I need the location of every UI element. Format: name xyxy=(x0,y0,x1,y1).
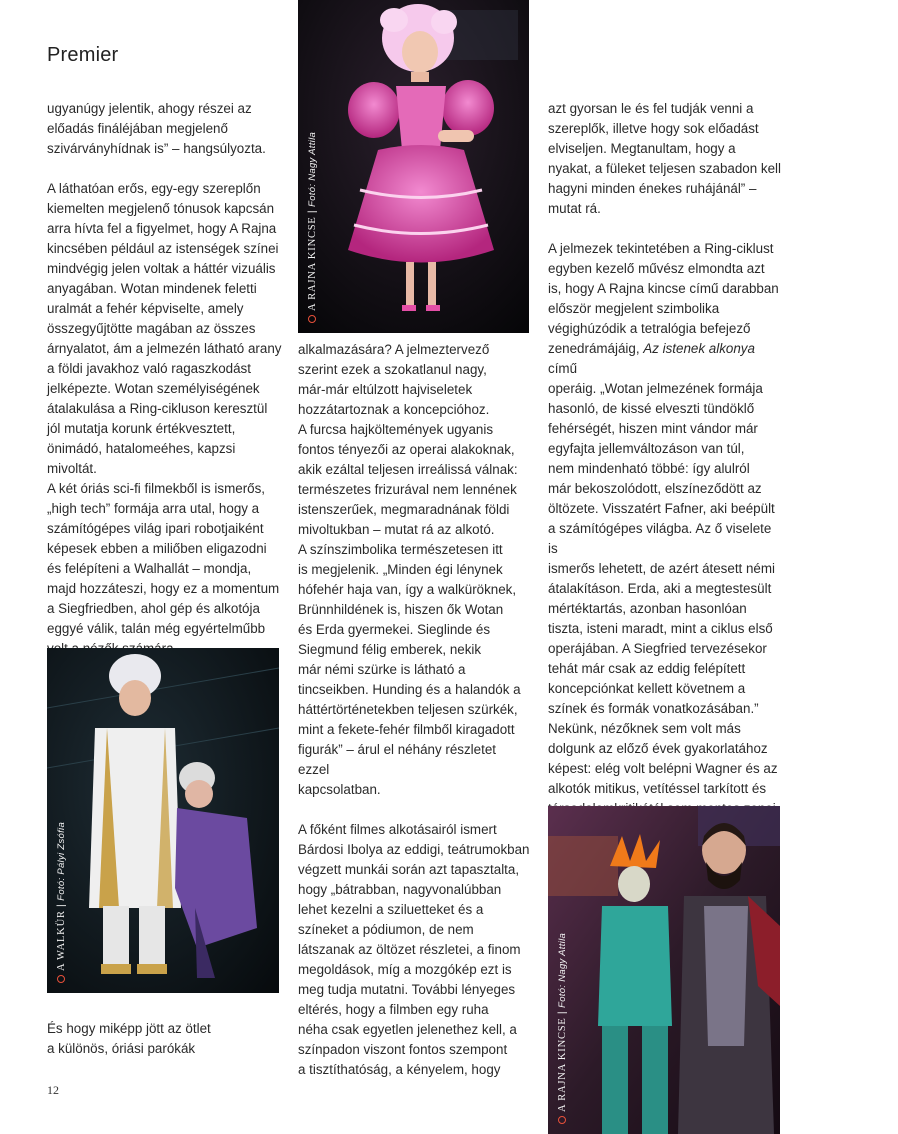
paragraph: ugyanúgy jelentik, ahogy részei az előadás fináléjában megjelenő szivárványhídnak is” – hangsúlyozta. xyxy=(47,101,266,156)
caption-credit: Fotó: Nagy Attila xyxy=(557,932,568,1008)
text-run: című operáig. „Wotan jelmezének formája hasonló, de kissé elveszti tündöklő fehérségét, hiszen mint vándor már egyfajta jellemváltozáson van túl, nem mindenható többé: így alulról már bekoszolódott, elszíneződött az öltözete. Visszatért Fafner, aki beépült a számítógépes világba. Az ő viselete is ismerős lehetett, de azért átesett némi átalakításon. Erda, aki a megtestesült mértéktartás, azonban hasonlóan tiszta, isteni maradt, mint a ciklus első operájában. A Siegfried tervezésekor tehát már csak az eddig felépített koncepciónkat kellett követnem a színek és formák vonatkozásában.” Nekünk, nézőknek sem volt más dolgunk az előző évek gyakorlatához képest: elég volt belépni Wagner és az alkotók mitikus, vetítéssel tarkított és xyxy=(548,361,778,796)
photo-caption: A RAJNA KINCSE | Fotó: Nagy Attila xyxy=(306,132,318,323)
photo-rajna-kincse-bottom xyxy=(548,806,780,1134)
caption-title: A RAJNA KINCSE xyxy=(307,216,318,311)
caption-credit: Fotó: Nagy Attila xyxy=(307,131,318,207)
caption-marker-icon xyxy=(558,1116,566,1124)
text-column-3 xyxy=(548,99,782,839)
caption-title: A WALKÜR xyxy=(56,910,67,971)
section-label: Premier xyxy=(47,44,119,66)
text-column-1-bottom xyxy=(47,1019,283,1059)
text-run: A jelmezek tekintetében a Ring-ciklust egyben kezelő művész elmondta azt is, hogy A Rajna kincse című darabban először megjelent szimbolika végighúzódik a tetralógia befejező zenedrámájáig, xyxy=(548,241,779,356)
photo-illustration xyxy=(298,0,529,333)
photo-caption: A WALKÜR | Fotó: Pályi Zsófia xyxy=(55,822,67,983)
paragraph: A láthatóan erős, egy-egy szereplőn kiemelten megjelenő tónusok kapcsán arra hívta fel a figyelmet, hogy A Rajna kincsében például az istenségek színei mindvégig jelen voltak a háttér vizuális anyagában. Wotan mindenek feletti uralmát a fehér képviselte, amely összegyűjtötte magában az összes árnyalatot, ám a jelmezén látható arany a földi javakhoz való ragaszkodást jelképezte. Wotan személyiségének átalakulása a Ring-cikluson keresztül jól mutatja korunk értékvesztett, önimádó, hatalomeéhes, kapzsi mivoltát. A két óriás sci-fi filmekből is ismerős, „high tech” formája arra utal, hogy a számítógépes világ ipari robotjaiként képesek ebben a miliőben eligazodni és felépíteni a Walhallát – mondja, majd hozzáteszi, hogy ez a momentum a Siegfriedben, ahol gép és alkotója eggyé válik, talán még egyértelműbb xyxy=(47,181,282,636)
photo-caption: A RAJNA KINCSE | Fotó: Nagy Attila xyxy=(556,933,568,1124)
photo-walkur xyxy=(47,648,279,993)
text-column-1 xyxy=(47,99,283,659)
paragraph: A főként filmes alkotásairól ismert Bárdosi Ibolya az eddigi, teátrumokban végzett munkái során azt tapasztalta, hogy „bátrabban, nagyvonalúbban lehet kezelni a sziluetteket és a színeket a pódiumon, de nem látszanak az öltözet részletei, a finom megoldások, míg a mozgókép ezt is meg tudja mutatni. További lényeges eltérés, hogy a filmben egy ruha néha csak egyetlen jelenethez kell, a színpadon viszont fontos szempont a tisztíthatóság, a kényelem, hogy xyxy=(298,822,530,1077)
paragraph xyxy=(548,239,782,839)
italic-title: Az istenek alkonya xyxy=(643,341,755,356)
page-number: 12 xyxy=(47,1083,59,1097)
paragraph: azt gyorsan le és fel tudják venni a szereplők, illetve hogy sok előadást elviseljen. Megtanultam, hogy a nyakat, a füleket teljesen szabadon kell hagyni minden énekes ruhájánál” – mutat rá. xyxy=(548,101,781,216)
caption-title: A RAJNA KINCSE xyxy=(557,1017,568,1112)
photo-illustration xyxy=(548,806,780,1134)
caption-marker-icon xyxy=(308,315,316,323)
paragraph: alkalmazására? A jelmeztervező szerint ezek a szokatlanul nagy, már-már eltúlzott hajviseletek hozzátartoznak a koncepcióhoz. A furcsa hajköltemények ugyanis fontos tényezői az operai alakoknak, akik ezáltal teljesen irreálissá válnak: természetes frizurával nem lennének istenszerűek, megmaradnának földi mivoltukban – mutat rá az alkotó. A színszimbolika természetesen itt is megjelenik. „Minden égi lénynek hófehér haja van, így a walküröknek, Brünnhildének is, hiszen ők Wotan és Erda gyermekei. Sieglinde és Siegmund félig emberek, nekik már némi szürke is látható a tincseikben. Hunding és a halandók a háttértörténetekben teljesen szürkék, mint a fekete-fehér filmből kiragadott figurák” – árul el néhány részletet ezzel kapcsolatban. xyxy=(298,342,521,797)
caption-credit: Fotó: Pályi Zsófia xyxy=(56,821,67,901)
caption-marker-icon xyxy=(57,975,65,983)
photo-illustration xyxy=(47,648,279,993)
photo-rajna-kincse-top xyxy=(298,0,529,333)
text-column-2 xyxy=(298,340,530,1080)
paragraph: És hogy miképp jött az ötlet a különös, óriási parókák xyxy=(47,1021,211,1056)
